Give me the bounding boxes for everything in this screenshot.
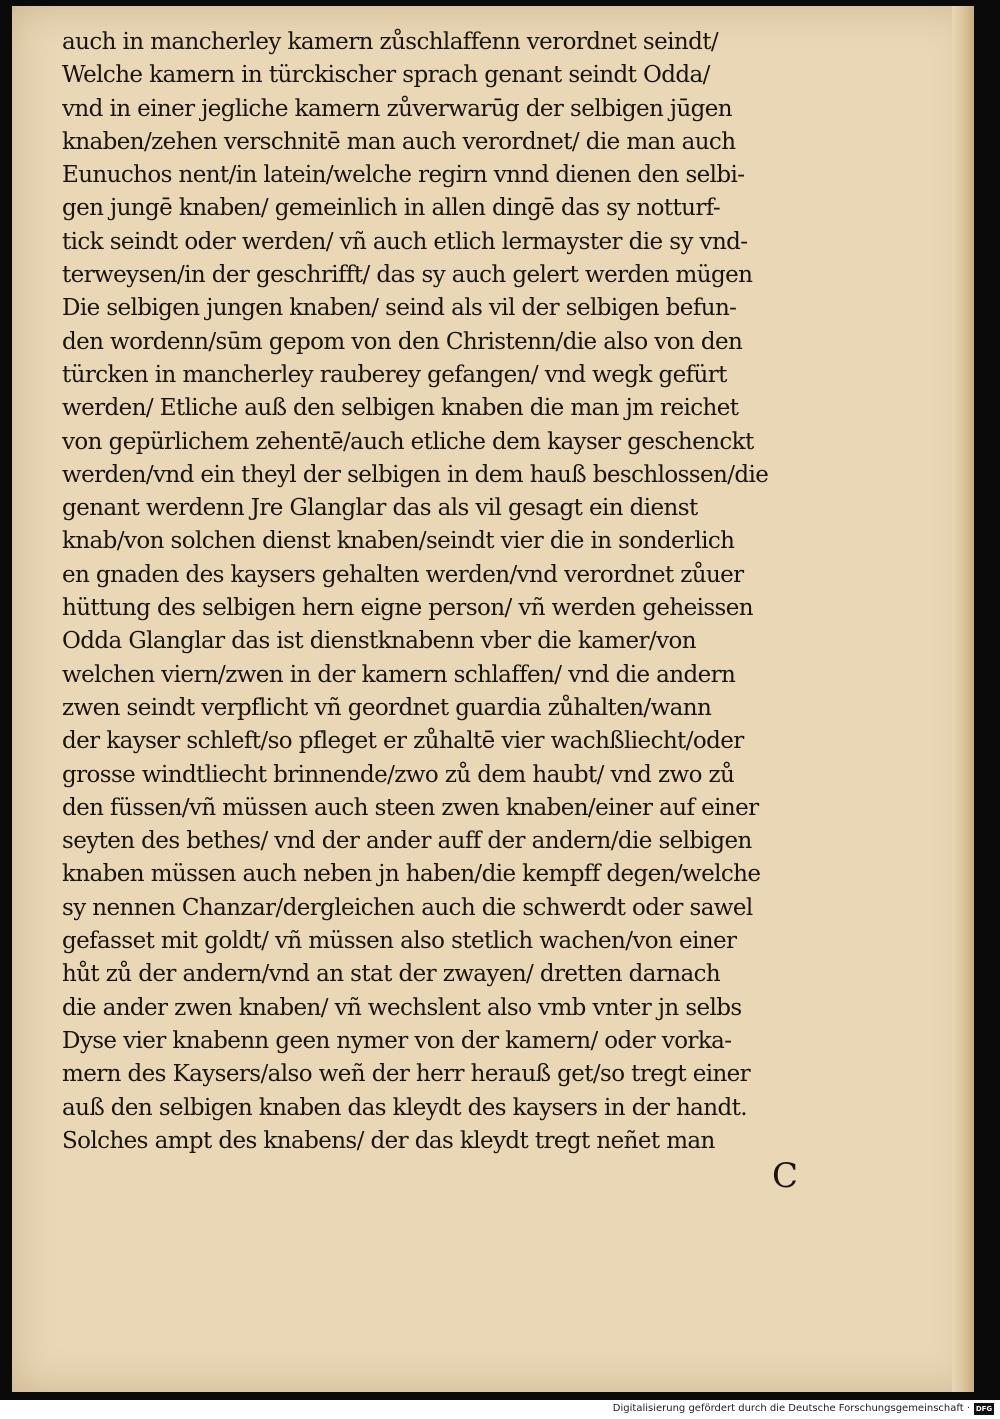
funding-credit: Digitalisierung gefördert durch die Deutsche Forschungsgemeinschaft ·: [612, 1403, 970, 1414]
text-line: Eunuchos nent/in latein/welche regirn vnnd dienen den selbi-: [62, 162, 745, 189]
text-line: genant werdenn Jre Glanglar das als vil gesagt ein dienst: [62, 495, 698, 522]
page-edge: [952, 6, 974, 1392]
text-line: von gepürlichem zehentē/auch etliche dem kayser geschenckt: [62, 428, 754, 455]
text-line: die ander zwen knaben/ vñ wechslent also vmb vnter jn selbs: [62, 994, 742, 1021]
catchword: C: [772, 1156, 799, 1196]
dfg-logo: DFG: [975, 1405, 993, 1413]
text-line: knaben müssen auch neben jn haben/die kempff degen/welche: [62, 861, 761, 888]
text-line: tick seindt oder werden/ vñ auch etlich lermayster die sy vnd-: [62, 228, 748, 255]
text-line: en gnaden des kaysers gehalten werden/vnd verordnet zůuer: [62, 561, 744, 588]
text-line: den wordenn/sūm gepom von den Christenn/die also von den: [62, 328, 743, 355]
text-line: Solches ampt des knabens/ der das kleydt tregt neñet man: [62, 1127, 715, 1154]
text-line: grosse windtliecht brinnende/zwo zů dem haubt/ vnd zwo zů: [62, 761, 735, 788]
text-line: seyten des bethes/ vnd der ander auff der andern/die selbigen: [62, 828, 752, 855]
book-page: [12, 6, 974, 1392]
text-line: auß den selbigen knaben das kleydt des kaysers in der handt.: [62, 1094, 747, 1121]
text-line: mern des Kaysers/also weñ der herr herauß get/so tregt einer: [62, 1061, 751, 1088]
text-line: sy nennen Chanzar/dergleichen auch die schwerdt oder sawel: [62, 894, 753, 921]
text-line: knaben/zehen verschnitē man auch verordnet/ die man auch: [62, 128, 736, 155]
text-line: auch in mancherley kamern zůschlaffenn verordnet seindt/: [62, 29, 719, 55]
text-line: werden/ Etliche auß den selbigen knaben die man jm reichet: [62, 395, 739, 422]
text-line: den füssen/vñ müssen auch steen zwen knaben/einer auf einer: [62, 794, 759, 821]
text-line: Dyse vier knabenn geen nymer von der kamern/ oder vorka-: [62, 1027, 732, 1054]
text-line: knab/von solchen dienst knaben/seindt vier die in sonderlich: [62, 528, 735, 555]
text-line: hůt zů der andern/vnd an stat der zwayen/ dretten darnach: [62, 961, 721, 988]
text-line: terweysen/in der geschrifft/ das sy auch gelert werden mügen: [62, 262, 753, 289]
text-line: werden/vnd ein theyl der selbigen in dem hauß beschlossen/die: [62, 461, 769, 488]
text-line: vnd in einer jegliche kamern zůverwarūg der selbigen jūgen: [62, 95, 733, 122]
text-line: der kayser schleft/so pfleget er zůhaltē vier wachßliecht/oder: [62, 728, 744, 755]
text-line: welchen viern/zwen in der kamern schlaffen/ vnd die andern: [62, 661, 736, 688]
text-line: zwen seindt verpflicht vñ geordnet guardia zůhalten/wann: [62, 694, 712, 721]
text-line: gen jungē knaben/ gemeinlich in allen dingē das sy notturf-: [62, 195, 721, 222]
text-line: türcken in mancherley rauberey gefangen/ vnd wegk gefürt: [62, 361, 727, 388]
footer-bar: [0, 1400, 1000, 1419]
text-line: Odda Glanglar das ist dienstknabenn vber die kamer/von: [62, 628, 696, 655]
text-line: Die selbigen jungen knaben/ seind als vil der selbigen befun-: [62, 295, 737, 322]
text-line: hüttung des selbigen hern eigne person/ vñ werden geheissen: [62, 595, 753, 622]
text-block: [62, 26, 852, 1158]
text-line: Welche kamern in türckischer sprach genant seindt Odda/: [62, 62, 710, 89]
text-line: gefasset mit goldt/ vñ müssen also stetlich wachen/von einer: [62, 928, 737, 955]
